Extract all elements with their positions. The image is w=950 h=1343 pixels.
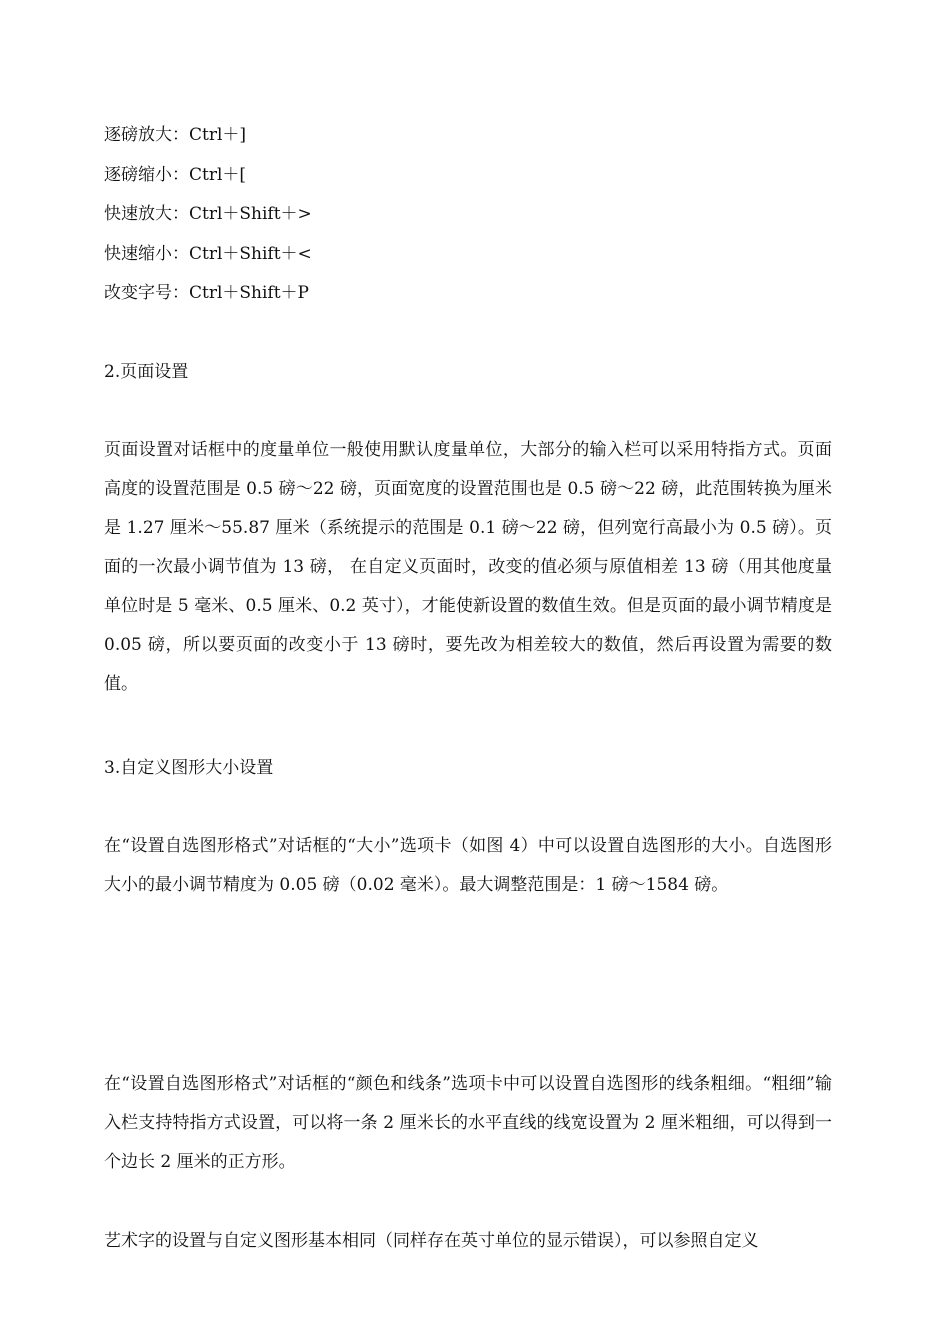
paragraph-shape-size: 在“设置自选图形格式”对话框的“大小”选项卡（如图 4）中可以设置自选图形的大小。自选图形大小的最小调节精度为 0.05 磅（0.02 毫米）。最大调整范围是：1 磅～1584 磅。 [104,836,832,895]
shortcut-change-font-size: 改变字号：Ctrl＋Shift＋P [104,283,309,303]
paragraph-wordart: 艺术字的设置与自定义图形基本相同（同样存在英寸单位的显示错误），可以参照自定义 [104,1231,759,1251]
shortcut-zoom-in-fast: 快速放大：Ctrl＋Shift＋> [104,204,312,224]
paragraph-page-setup: 页面设置对话框中的度量单位一般使用默认度量单位，大部分的输入栏可以采用特指方式。页面高度的设置范围是 0.5 磅～22 磅，页面宽度的设置范围也是 0.5 磅～22 磅，此范围转换为厘米是 1.27 厘米～55.87 厘米（系统提示的范围是 0.1 磅～22 磅，但列宽行高最小为 0.5 磅）。页面的一次最小调节值为 13 磅， 在自定义页面时，改变的值必须与原值相差 13 磅（用其他度量单位时是 5 毫米、0.5 厘米、0.2 英寸），才能使新设置的数值生效。但是页面的最小调节精度是 0.05 磅，所以要页面的改变小于 13 磅时，要先改为相差较大的数值，然后再设置为需要的数值。 [104,440,832,694]
paragraph-line-weight: 在“设置自选图形格式”对话框的“颜色和线条”选项卡中可以设置自选图形的线条粗细。“粗细”输入栏支持特指方式设置，可以将一条 2 厘米长的水平直线的线宽设置为 2 厘米粗细，可以得到一个边长 2 厘米的正方形。 [104,1074,832,1172]
section-heading-page-setup: 2.页面设置 [104,362,189,382]
section-heading-shape-size: 3.自定义图形大小设置 [104,758,274,778]
shortcut-zoom-out-step: 逐磅缩小：Ctrl＋[ [104,165,247,185]
shortcut-zoom-out-fast: 快速缩小：Ctrl＋Shift＋< [104,244,312,264]
shortcut-zoom-in-step: 逐磅放大：Ctrl＋] [104,125,247,145]
